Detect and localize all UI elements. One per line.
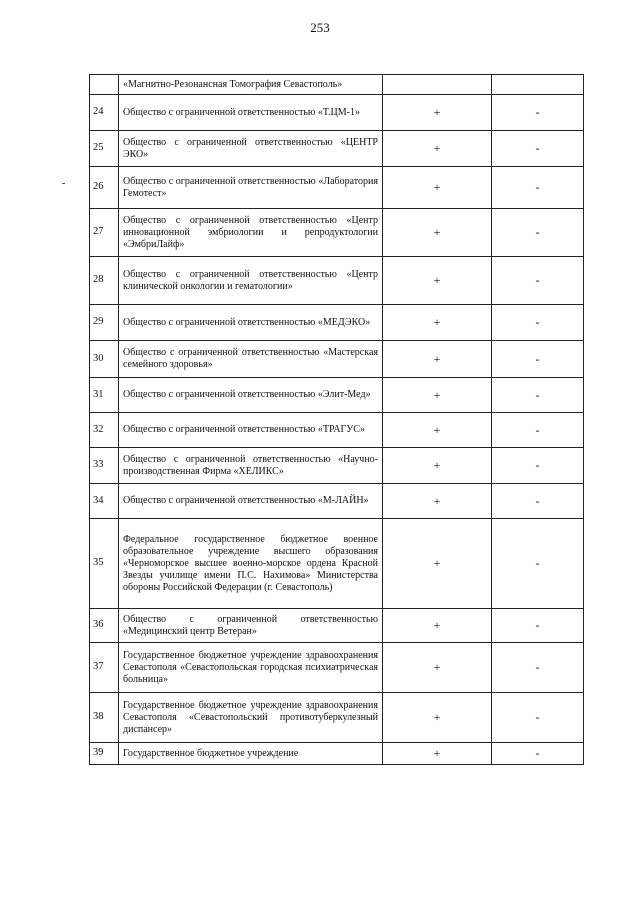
column-3-mark: + [383, 341, 492, 378]
column-3-mark: + [383, 131, 492, 167]
column-3-mark: + [383, 448, 492, 484]
column-3-mark: + [383, 484, 492, 519]
organization-name: Общество с ограниченной ответственностью «Научно-производственная Фирма «ХЕЛИКС» [119, 448, 383, 484]
column-4-mark: - [492, 378, 584, 413]
row-number: 32 [90, 413, 119, 448]
column-3-mark: + [383, 643, 492, 693]
table-row [90, 95, 584, 131]
column-3-mark: + [383, 519, 492, 609]
table-row [90, 519, 584, 609]
row-number: 39 [90, 743, 119, 765]
organization-name: Общество с ограниченной ответственностью «ТРАГУС» [119, 413, 383, 448]
row-number: 36 [90, 609, 119, 643]
organization-name: Государственное бюджетное учреждение здравоохранения Севастополя «Севастопольский противотуберкулезный диспансер» [119, 693, 383, 743]
column-4-mark: - [492, 131, 584, 167]
row-number: 29 [90, 305, 119, 341]
column-4-mark: - [492, 484, 584, 519]
organizations-table [89, 74, 584, 765]
row-number: 24 [90, 95, 119, 131]
organization-name: Государственное бюджетное учреждение здравоохранения Севастополя «Севастопольская городская психиатрическая больница» [119, 643, 383, 693]
table-row [90, 341, 584, 378]
organization-name: Общество с ограниченной ответственностью «Мастерская семейного здоровья» [119, 341, 383, 378]
organization-name: Общество с ограниченной ответственностью «Центр инновационной эмбриологии и репродуктологии «ЭмбриЛайф» [119, 209, 383, 257]
column-3-mark [383, 75, 492, 95]
organization-name: Общество с ограниченной ответственностью «М-ЛАЙН» [119, 484, 383, 519]
organization-name: Общество с ограниченной ответственностью «Т.ЦМ-1» [119, 95, 383, 131]
column-3-mark: + [383, 609, 492, 643]
table-row [90, 643, 584, 693]
column-3-mark: + [383, 257, 492, 305]
organization-name: «Магнитно-Резонансная Томография Севастополь» [119, 75, 383, 95]
column-4-mark: - [492, 305, 584, 341]
column-4-mark: - [492, 519, 584, 609]
table-row [90, 257, 584, 305]
table-row [90, 609, 584, 643]
table-row [90, 75, 584, 95]
row-number: 33 [90, 448, 119, 484]
table-row [90, 131, 584, 167]
column-3-mark: + [383, 693, 492, 743]
column-4-mark: - [492, 643, 584, 693]
table-row [90, 693, 584, 743]
row-number: 34 [90, 484, 119, 519]
table-row [90, 484, 584, 519]
organization-name: Общество с ограниченной ответственностью «ЦЕНТР ЭКО» [119, 131, 383, 167]
row-number [90, 75, 119, 95]
table-row [90, 167, 584, 209]
organization-name: Общество с ограниченной ответственностью «Центр клинической онкологии и гематологии» [119, 257, 383, 305]
column-3-mark: + [383, 305, 492, 341]
column-4-mark: - [492, 209, 584, 257]
column-3-mark: + [383, 378, 492, 413]
organization-name: Общество с ограниченной ответственностью «Лаборатория Гемотест» [119, 167, 383, 209]
column-3-mark: + [383, 413, 492, 448]
table-row [90, 448, 584, 484]
column-4-mark: - [492, 743, 584, 765]
margin-mark: - [62, 178, 66, 189]
row-number: 37 [90, 643, 119, 693]
row-number: 25 [90, 131, 119, 167]
organization-name: Федеральное государственное бюджетное военное образовательное учреждение высшего образования «Черноморское высшее военно-морское ордена Красной Звезды училище имени П.С. Нахимова» Министерства обороны Российской Федерации (г. Севастополь) [119, 519, 383, 609]
table-row [90, 413, 584, 448]
column-4-mark: - [492, 95, 584, 131]
table-row [90, 209, 584, 257]
row-number: 28 [90, 257, 119, 305]
column-4-mark: - [492, 693, 584, 743]
column-4-mark: - [492, 413, 584, 448]
column-4-mark [492, 75, 584, 95]
row-number: 27 [90, 209, 119, 257]
row-number: 30 [90, 341, 119, 378]
organization-name: Общество с ограниченной ответственностью «Элит-Мед» [119, 378, 383, 413]
row-number: 31 [90, 378, 119, 413]
table-row [90, 743, 584, 765]
column-3-mark: + [383, 743, 492, 765]
column-4-mark: - [492, 341, 584, 378]
column-3-mark: + [383, 95, 492, 131]
organization-name: Общество с ограниченной ответственностью «Медицинский центр Ветеран» [119, 609, 383, 643]
column-4-mark: - [492, 609, 584, 643]
table-row [90, 305, 584, 341]
page-number: 253 [310, 20, 330, 35]
table-body [90, 75, 584, 765]
row-number: 26 [90, 167, 119, 209]
organization-name: Государственное бюджетное учреждение [119, 743, 383, 765]
column-3-mark: + [383, 209, 492, 257]
table-row [90, 378, 584, 413]
row-number: 35 [90, 519, 119, 609]
row-number: 38 [90, 693, 119, 743]
organization-name: Общество с ограниченной ответственностью «МЕДЭКО» [119, 305, 383, 341]
column-3-mark: + [383, 167, 492, 209]
column-4-mark: - [492, 448, 584, 484]
column-4-mark: - [492, 167, 584, 209]
column-4-mark: - [492, 257, 584, 305]
